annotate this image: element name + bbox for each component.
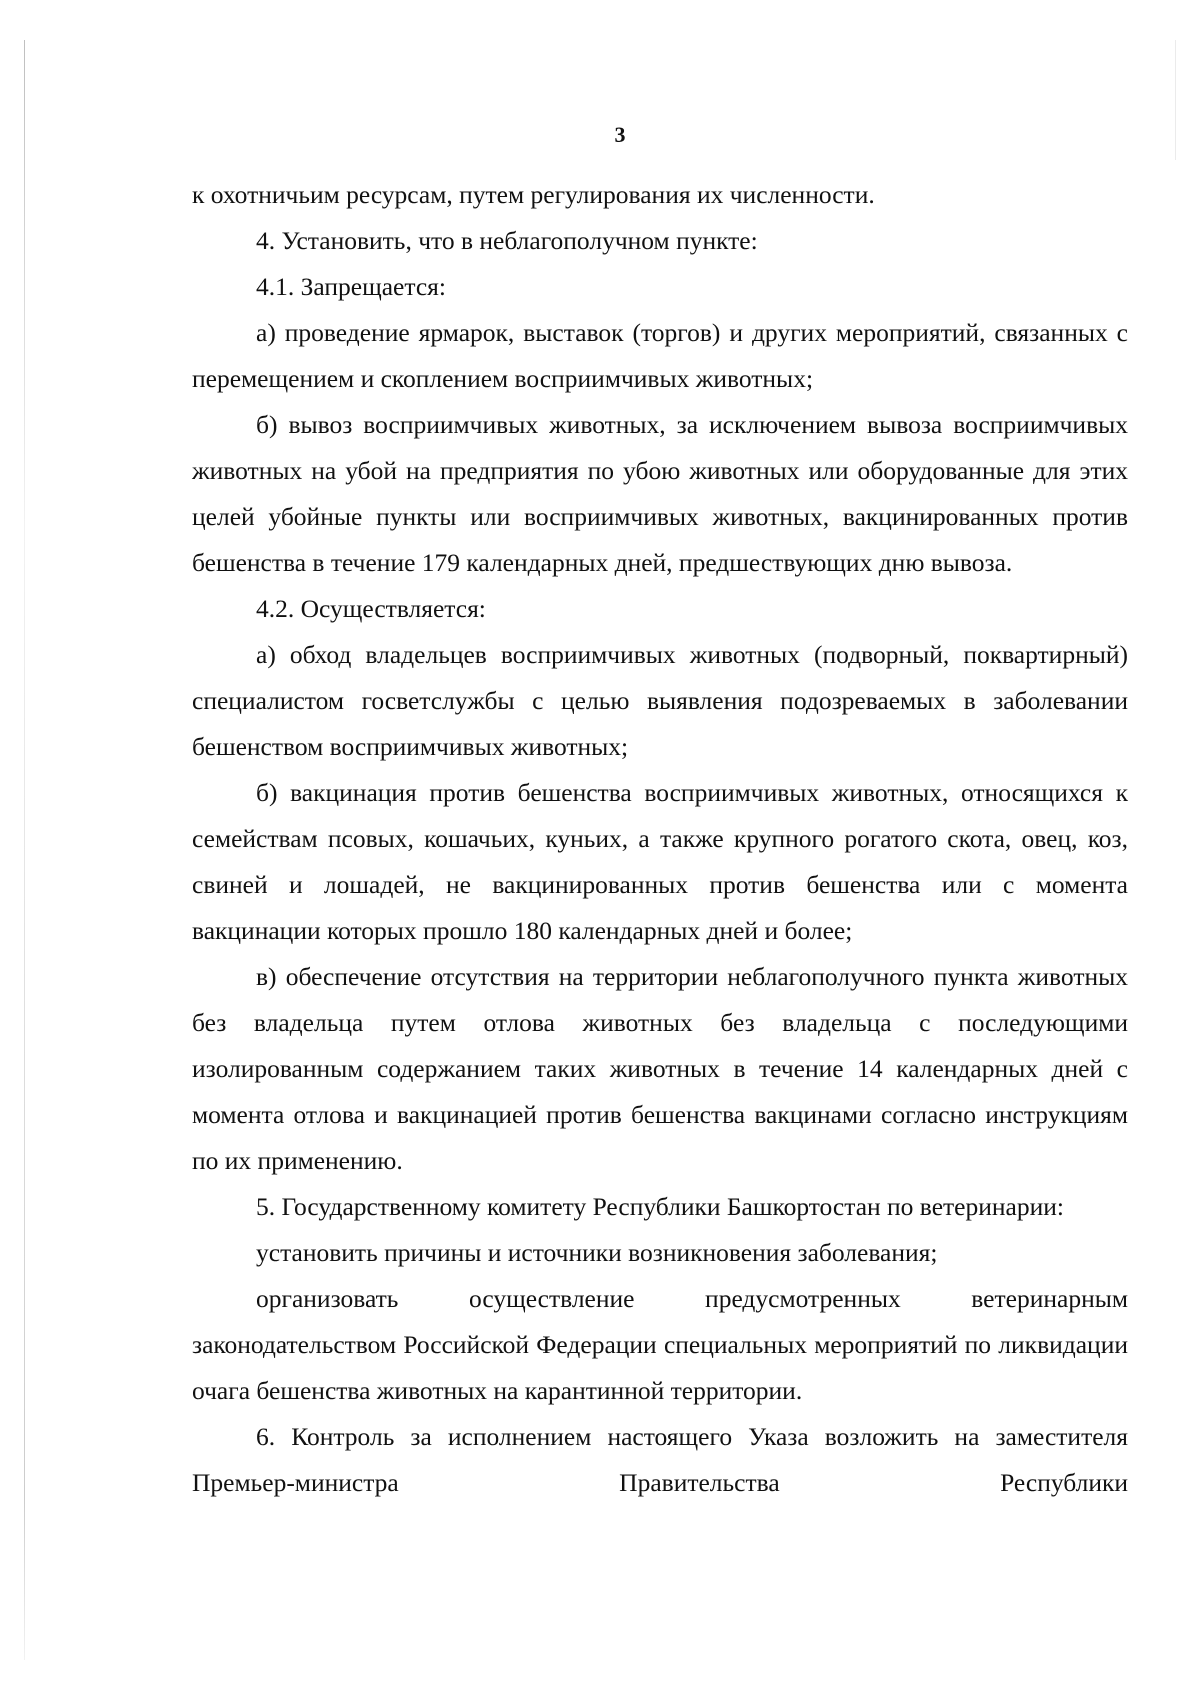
paragraph-item-4-2-b: б) вакцинация против бешенства восприимчивых животных, относящихся к семействам псовых, кошачьих, куньих, а также крупного рогатого скота, овец, коз, свиней и лошадей, не вакцинированных против бешенства или с момента вакцинации которых прошло 180 календарных дней и более;	[192, 778, 1128, 945]
paragraph-item-4-2-a: а) обход владельцев восприимчивых животных (подворный, поквартирный) специалистом госветслужбы с целью выявления подозреваемых в заболевании бешенством восприимчивых животных;	[192, 640, 1128, 761]
paragraph-item-5-causes: установить причины и источники возникновения заболевания;	[256, 1238, 938, 1267]
page-number: 3	[614, 122, 626, 147]
paragraph-item-4-1: 4.1. Запрещается:	[256, 272, 446, 301]
paragraph-item-5-organize: организовать осуществление предусмотренных ветеринарным законодательством Российской Федерации специальных мероприятий по ликвидации очага бешенства животных на карантинной территории.	[192, 1284, 1128, 1405]
paragraph-item-5: 5. Государственному комитету Республики Башкортостан по ветеринарии:	[256, 1192, 1064, 1221]
paragraph-item-4-1-a: а) проведение ярмарок, выставок (торгов) и других мероприятий, связанных с перемещением и скоплением восприимчивых животных;	[192, 318, 1128, 393]
paragraph-item-4: 4. Установить, что в неблагополучном пункте:	[256, 226, 758, 255]
paragraph-item-4-1-b: б) вывоз восприимчивых животных, за исключением вывоза восприимчивых животных на убой на предприятия по убою животных или оборудованные для этих целей убойные пункты или восприимчивых животных, вакцинированных против бешенства в течение 179 календарных дней, предшествующих дню вывоза.	[192, 410, 1128, 577]
document-body	[192, 172, 1128, 1506]
paragraph-hunting-resources: к охотничьим ресурсам, путем регулирования их численности.	[192, 180, 875, 209]
paragraph-item-4-2: 4.2. Осуществляется:	[256, 594, 486, 623]
paragraph-item-4-2-v: в) обеспечение отсутствия на территории неблагополучного пункта животных без владельца путем отлова животных без владельца с последующими изолированным содержанием таких животных в течение 14 календарных дней с момента отлова и вакцинацией против бешенства вакцинами согласно инструкциям по их применению.	[192, 962, 1128, 1175]
paragraph-item-6: 6. Контроль за исполнением настоящего Указа возложить на заместителя Премьер-министра Правительства Республики	[192, 1422, 1128, 1497]
scan-edge-left	[24, 40, 25, 1660]
